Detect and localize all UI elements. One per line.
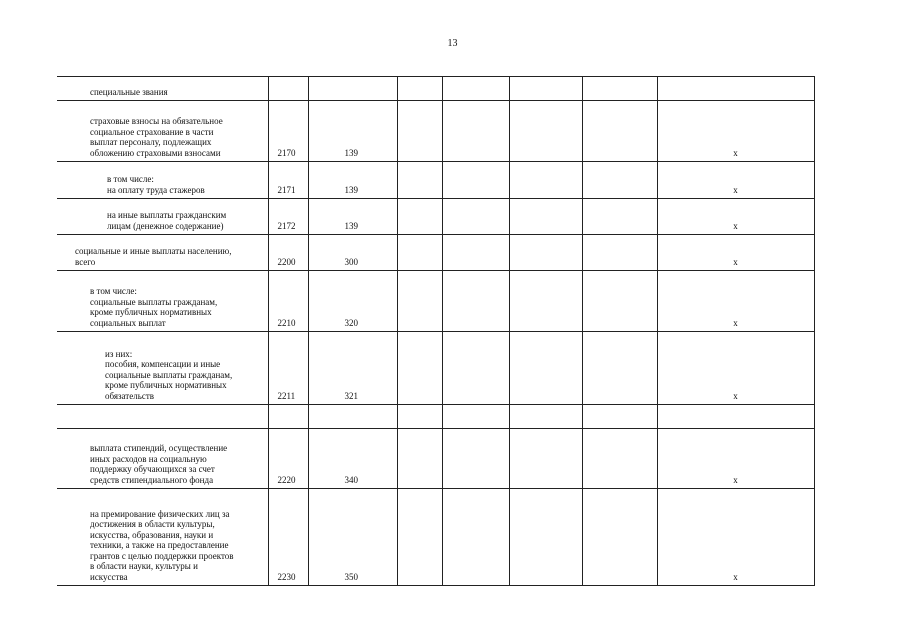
empty-cell xyxy=(397,271,442,332)
table-row xyxy=(57,405,814,429)
empty-cell xyxy=(582,271,657,332)
row-mark xyxy=(657,77,814,101)
row-kbk xyxy=(308,77,397,101)
row-code: 2170 xyxy=(268,101,308,162)
row-kbk xyxy=(308,405,397,429)
empty-cell xyxy=(582,199,657,235)
row-code: 2200 xyxy=(268,235,308,271)
empty-cell xyxy=(509,101,582,162)
row-description: в том числе: на оплату труда стажеров xyxy=(57,162,268,199)
row-kbk: 340 xyxy=(308,429,397,489)
empty-cell xyxy=(442,332,509,405)
budget-table xyxy=(57,76,815,586)
empty-cell xyxy=(397,235,442,271)
row-code: 2210 xyxy=(268,271,308,332)
empty-cell xyxy=(509,405,582,429)
row-kbk: 350 xyxy=(308,489,397,586)
empty-cell xyxy=(442,77,509,101)
row-description: страховые взносы на обязательное социальное страхование в части выплат персоналу, подлежащих обложению страховыми взносами xyxy=(57,101,268,162)
table-row xyxy=(57,101,814,162)
empty-cell xyxy=(442,162,509,199)
empty-cell xyxy=(509,489,582,586)
empty-cell xyxy=(509,77,582,101)
row-mark: x xyxy=(657,101,814,162)
empty-cell xyxy=(582,429,657,489)
row-kbk: 139 xyxy=(308,199,397,235)
row-code: 2211 xyxy=(268,332,308,405)
row-description: на иные выплаты гражданским лицам (денежное содержание) xyxy=(57,199,268,235)
row-description: выплата стипендий, осуществление иных расходов на социальную поддержку обучающихся за счет средств стипендиального фонда xyxy=(57,429,268,489)
row-mark: x xyxy=(657,162,814,199)
row-kbk: 300 xyxy=(308,235,397,271)
table-row xyxy=(57,162,814,199)
row-description: в том числе: социальные выплаты гражданам, кроме публичных нормативных социальных выплат xyxy=(57,271,268,332)
row-kbk: 321 xyxy=(308,332,397,405)
empty-cell xyxy=(397,77,442,101)
empty-cell xyxy=(509,271,582,332)
table-row xyxy=(57,271,814,332)
empty-cell xyxy=(397,405,442,429)
row-kbk: 320 xyxy=(308,271,397,332)
table-row xyxy=(57,429,814,489)
empty-cell xyxy=(397,162,442,199)
row-mark xyxy=(657,405,814,429)
empty-cell xyxy=(442,489,509,586)
row-mark: x xyxy=(657,429,814,489)
row-mark: x xyxy=(657,332,814,405)
empty-cell xyxy=(509,429,582,489)
row-description: на премирование физических лиц за достижения в области культуры, искусства, образования, науки и техники, а также на предоставление грантов с целью поддержки проектов в области науки, культуры и искусства xyxy=(57,489,268,586)
row-code: 2230 xyxy=(268,489,308,586)
row-description: из них: пособия, компенсации и иные социальные выплаты гражданам, кроме публичных нормативных обязательств xyxy=(57,332,268,405)
empty-cell xyxy=(442,429,509,489)
empty-cell xyxy=(509,199,582,235)
empty-cell xyxy=(582,77,657,101)
row-mark: x xyxy=(657,489,814,586)
empty-cell xyxy=(582,235,657,271)
empty-cell xyxy=(397,429,442,489)
table-row xyxy=(57,489,814,586)
row-kbk: 139 xyxy=(308,162,397,199)
empty-cell xyxy=(397,489,442,586)
empty-cell xyxy=(397,332,442,405)
row-code: 2220 xyxy=(268,429,308,489)
empty-cell xyxy=(397,199,442,235)
row-code xyxy=(268,77,308,101)
empty-cell xyxy=(582,405,657,429)
row-mark: x xyxy=(657,199,814,235)
empty-cell xyxy=(509,162,582,199)
empty-cell xyxy=(442,101,509,162)
table-row xyxy=(57,235,814,271)
empty-cell xyxy=(442,271,509,332)
empty-cell xyxy=(582,489,657,586)
table-row xyxy=(57,77,814,101)
row-code xyxy=(268,405,308,429)
empty-cell xyxy=(442,405,509,429)
row-code: 2172 xyxy=(268,199,308,235)
empty-cell xyxy=(582,162,657,199)
row-mark: x xyxy=(657,235,814,271)
empty-cell xyxy=(442,199,509,235)
row-description: специальные звания xyxy=(57,77,268,101)
row-mark: x xyxy=(657,271,814,332)
empty-cell xyxy=(582,101,657,162)
empty-cell xyxy=(442,235,509,271)
row-description: социальные и иные выплаты населению, всего xyxy=(57,235,268,271)
page-number: 13 xyxy=(447,38,458,49)
empty-cell xyxy=(582,332,657,405)
table-row xyxy=(57,332,814,405)
row-kbk: 139 xyxy=(308,101,397,162)
row-description xyxy=(57,405,268,429)
empty-cell xyxy=(509,235,582,271)
table-row xyxy=(57,199,814,235)
empty-cell xyxy=(397,101,442,162)
row-code: 2171 xyxy=(268,162,308,199)
empty-cell xyxy=(509,332,582,405)
